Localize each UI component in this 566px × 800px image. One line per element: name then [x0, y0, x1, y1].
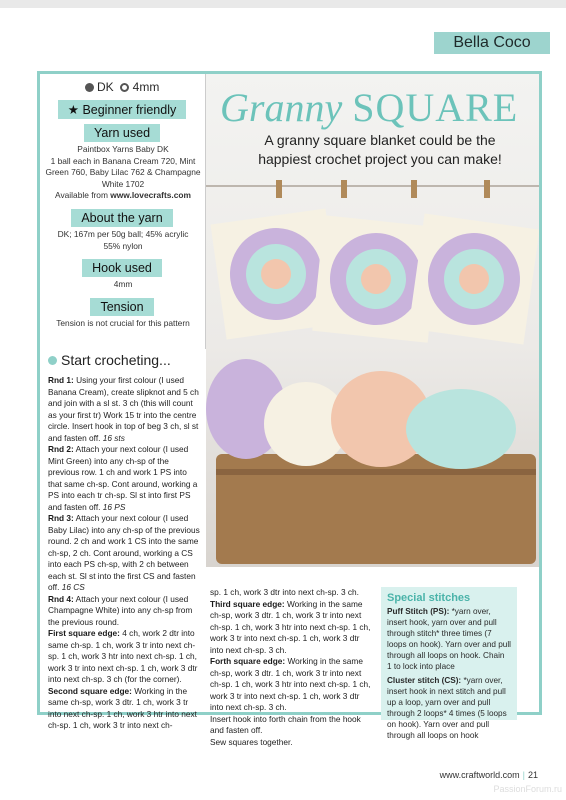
instruction-paragraph — [48, 628, 200, 686]
instruction-text: Working in the same ch-sp, work 3 dtr. 1 ch, work 3 tr into next ch-sp. 1 ch, work 3 htr into next ch-sp. 1 ch, work 3 tr into next ch-sp. 1 ch, work 3 dtr into next ch-sp. 3 ch. — [210, 598, 371, 655]
peg-4 — [484, 180, 490, 198]
availability-line: Available from www.lovecrafts.com — [55, 190, 191, 200]
footer-site[interactable]: www.craftworld.com — [439, 770, 520, 780]
instruction-label: First square edge: — [48, 628, 120, 638]
tension-heading-row — [52, 298, 192, 316]
instructions-column-1 — [48, 375, 200, 732]
instruction-text: Using your first colour (I used Banana Cream), create slipknot and 5 ch and join with a sl st. 3 ch (this will count as your first tr) Work 15 tr into the centre circle. Insert hook in top of beg 3 ch, sl st and fasten off. — [48, 375, 199, 443]
stitch-count: 16 sts — [102, 432, 125, 443]
instruction-text: Attach your next colour (I used Mint Green) into any ch-sp of the previous row. 1 ch and work 1 PS into that same ch-sp. Cont around, working a PS into each tr ch-sp. Sl st into first PS and fasten off. — [48, 444, 198, 512]
yarn-line: Green 760, Baby Lilac 762 & Champagne — [45, 167, 201, 177]
instruction-text: 4 ch, work 2 dtr into same ch-sp. 1 ch, work 3 tr into next ch-sp. 1 ch, work 3 htr into next ch-sp. 1 ch, work 3 tr into next ch-sp. 1 ch, work 3 dtr into next ch-sp. 3 ch (for the corner). — [48, 628, 198, 684]
hook-icon — [120, 83, 129, 92]
page-number: 21 — [527, 770, 538, 780]
ball-icon — [85, 83, 94, 92]
about-line: 55% nylon — [103, 240, 143, 251]
start-heading: Start crocheting... — [48, 352, 171, 368]
about-yarn-heading: About the yarn — [71, 209, 172, 227]
instruction-text: Attach your next colour (I used Baby Lilac) into any ch-sp of the previous round. 2 ch and work 1 CS into the same ch-sp, 2 ch. Cont around, working a CS into each PS ch-sp, with 2 ch between each st. Sl st into the first CS and fasten off. — [48, 513, 200, 592]
level-row — [52, 100, 192, 119]
about-yarn-text — [44, 229, 202, 252]
peg-2 — [341, 180, 347, 198]
instruction-text: Sew squares together. — [210, 736, 293, 747]
hook-size: 4mm — [132, 80, 160, 94]
page-title: Granny SQUARE — [220, 85, 519, 130]
instruction-text: sp. 1 ch, work 3 dtr into next ch-sp. 3 ch. — [210, 587, 359, 597]
yarn-used-text — [44, 144, 202, 202]
instruction-paragraph — [48, 375, 200, 444]
instruction-paragraph — [210, 737, 373, 749]
instruction-text: Working in the same ch-sp, work 3 dtr. 1 ch, work 3 tr into next ch-sp. 1 ch, work 3 htr into next ch-sp. 1 ch, work 3 tr into next ch- — [48, 685, 197, 730]
brand-tag: Bella Coco — [434, 32, 550, 54]
subtitle: A granny square blanket could be the happiest crochet project you can make! — [258, 132, 502, 167]
puff-stitch-text: Puff Stitch (PS): *yarn over, insert hook, yarn over and pull through stitch* three times (7 loops on hook). Yarn over and pull through all loops on hook. Chain 1 to lock into place — [387, 607, 511, 671]
tension-text: Tension is not crucial for this pattern — [56, 318, 190, 328]
instruction-label: Second square edge: — [48, 685, 132, 696]
yarn-weight: DK — [96, 80, 114, 94]
peg-3 — [411, 180, 417, 198]
instruction-label: Rnd 3: — [48, 513, 74, 523]
stitch-count: 16 PS — [102, 501, 126, 512]
instructions-column-2 — [210, 587, 373, 748]
cluster-stitch-text: Cluster stitch (CS): *yarn over, insert hook in next stitch and pull up a loop, yarn over and pull through 2 loops* 4 times (5 loops on hook). Yarn over and pull through all loops on hook — [387, 676, 507, 740]
yarn-line: 1 ball each in Banana Cream 720, Mint — [50, 155, 196, 166]
stitch-count: 16 CS — [61, 582, 85, 592]
instruction-text: Working in the same ch-sp, work 3 dtr. 1 ch, work 3 tr into next ch-sp. 1 ch, work 3 htr into next ch-sp. 1 ch, work 3 tr into next ch-sp. 1 ch, work 3 dtr into next ch-sp. 3 ch. — [210, 656, 371, 712]
special-stitches-box — [381, 587, 517, 740]
granny-square-3 — [408, 213, 539, 344]
level-label: Beginner friendly — [82, 103, 177, 117]
bullet-icon — [48, 356, 57, 365]
top-strip — [0, 0, 566, 8]
hook-heading-row — [52, 259, 192, 277]
star-icon: ★ — [67, 103, 79, 117]
level-pill — [58, 100, 187, 119]
lovecrafts-link[interactable]: www.lovecrafts.com — [110, 190, 191, 200]
peg-1 — [276, 180, 282, 198]
instruction-text: Attach your next colour (I used Champagne White) into any ch-sp from the previous round. — [48, 593, 193, 627]
tension-heading: Tension — [90, 298, 153, 316]
instruction-label: Third square edge: — [210, 598, 285, 609]
about-line: DK; 167m per 50g ball; 45% acrylic — [57, 229, 189, 239]
instruction-paragraph — [48, 686, 200, 732]
yarn-line: Paintbox Yarns Baby DK — [77, 144, 169, 154]
yarn-weight-row — [52, 80, 192, 94]
instruction-paragraph — [210, 599, 373, 657]
page-footer: www.craftworld.com | 21 — [439, 770, 538, 780]
yarn-used-heading-row — [52, 124, 192, 142]
instruction-paragraph — [210, 656, 373, 714]
instruction-paragraph — [48, 513, 200, 594]
special-stitches-heading: Special stitches — [387, 592, 471, 604]
instruction-text: Insert hook into forth chain from the hook and fasten off. — [210, 713, 361, 735]
watermark: PassionForum.ru — [493, 784, 562, 794]
hook-used-text: 4mm — [113, 279, 133, 289]
instruction-label: Rnd 4: — [48, 593, 74, 604]
yarn-used-heading: Yarn used — [84, 124, 160, 142]
instruction-paragraph — [48, 444, 200, 513]
instruction-paragraph — [210, 714, 373, 737]
instruction-paragraph — [210, 587, 373, 599]
hook-used-heading: Hook used — [82, 259, 162, 277]
yarn-ball-mint — [406, 389, 516, 469]
instruction-label: Forth square edge: — [210, 656, 286, 666]
instruction-label: Rnd 1: — [48, 375, 74, 385]
instruction-label: Rnd 2: — [48, 444, 74, 454]
instruction-paragraph — [48, 594, 200, 629]
about-heading-row — [52, 209, 192, 227]
yarn-line: White 1702 — [101, 178, 145, 189]
